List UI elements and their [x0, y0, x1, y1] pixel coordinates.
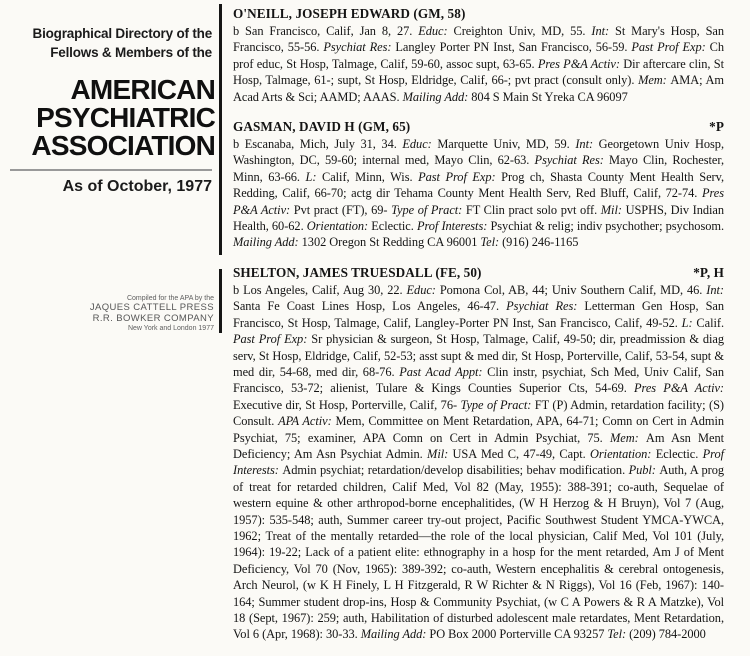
entry-flags: *P [709, 119, 724, 135]
sidebar-rule [10, 169, 212, 171]
imprint-line-3: R.R. BOWKER COMPANY [92, 312, 214, 324]
imprint-line-2: JAQUES CATTELL PRESS [89, 302, 214, 313]
entry-name: O'NEILL, JOSEPH EDWARD (GM, 58) [233, 6, 466, 21]
imprint-line-1: Compiled for the APA by the [126, 295, 214, 302]
entry-gasman [233, 119, 724, 251]
entry-header [233, 265, 724, 281]
tagline-line-1: Biographical Directory of the [32, 26, 212, 41]
entry-oneill [233, 6, 724, 105]
entry-body: b San Francisco, Calif, Jan 8, 27. Educ: Creighton Univ, MD, 55. Int: St Mary's Hosp, San Francisco, 55-56. Psychiat Res: Langley Porter PN Inst, San Francisco, 56-59. Past Prof Exp: Ch prof educ, St Hosp, Talmage, Calif, 59-60, assoc supt, 63-65. Pres P&A Activ: Dir aftercare clin, St Hosp, Talmage, 61-; supt, St Hosp, Eldridge, Calif, 66-; pvt pract (consult only). Mem: AMA; Am Acad Arts & Sci; AAMD; AAAS. Mailing Add: 804 S Main St Yreka CA 96097 [233, 24, 725, 104]
org-title-line-3: ASSOCIATION [31, 130, 215, 161]
publisher-imprint [0, 294, 214, 333]
entries-column [233, 6, 724, 656]
entry-body: b Escanaba, Mich, July 31, 34. Educ: Marquette Univ, MD, 59. Int: Georgetown Univ Hosp, Washington, DC, 59-60; internal med, Mayo Clin, 62-63. Psychiat Res: Mayo Clin, Rochester, Minn, 63-66. L: Calif, Minn, Wis. Past Prof Exp: Prog ch, Shasta County Ment Health Serv, Redding, Calif, 66-70; actg dir Tehama County Ment Health Serv, Red Bluff, Calif, 72-74. Pres P&A Activ: Pvt pract (FT), 69- Type of Pract: FT Clin pract solo pvt off. Mil: USPHS, Div Indian Health, 60-62. Orientation: Eclectic. Prof Interests: Psychiat & relig; indiv psychother; psychosom. Mailing Add: 1302 Oregon St Redding CA 96001 Tel: (916) 246-1165 [233, 137, 725, 250]
entry-name: GASMAN, DAVID H (GM, 65) [233, 119, 411, 135]
org-title-line-2: PSYCHIATRIC [36, 102, 215, 133]
as-of-date: As of October, 1977 [62, 178, 212, 195]
entry-shelton [233, 265, 724, 643]
entry-header [233, 6, 724, 22]
entry-flags: *P, H [693, 264, 724, 280]
column-divider-lower [219, 269, 222, 333]
organization-title [0, 76, 215, 160]
org-title-line-1: AMERICAN [70, 74, 215, 105]
entry-header [233, 119, 724, 135]
column-divider-upper [219, 4, 222, 255]
imprint-line-4: New York and London 1977 [127, 325, 214, 332]
sidebar [0, 0, 219, 656]
entry-name: SHELTON, JAMES TRUESDALL (FE, 50) [233, 264, 482, 280]
tagline-line-2: Fellows & Members of the [50, 45, 212, 60]
entry-body: b Los Angeles, Calif, Aug 30, 22. Educ: Pomona Col, AB, 44; Univ Southern Calif, MD, 46. Int: Santa Fe Coast Lines Hosp, Los Angeles, 46-47. Psychiat Res: Letterman Gen Hosp, San Francisco, St Hosp, Talmage, Calif, Langley-Porter PN Inst, San Francisco, Calif, 49-52. L: Calif. Past Prof Exp: Sr physician & surgeon, St Hosp, Talmage, Calif, 49-50; dir, preadmission & diag serv, St Hosp, Eldridge, Calif, 52-53; asst supt & med dir, St Hosp, Porterville, Calif, 53-54, supt & med dir, 54-68, med dir, 68-76. Past Acad Appt: Clin instr, psychiat, Sch Med, Univ Calif, San Francisco, 53-72; alienist, Tulare & Kings Counties Superior Cts, 54-69. Pres P&A Activ: Executive dir, St Hosp, Porterville, Calif, 76- Type of Pract: FT (P) Admin, retardation facility; (S) Consult. APA Activ: Mem, Committee on Ment Retardation, APA, 64-71; Comn on Cert in Admin Psychiat, 75; examiner, APA Comn on Cert in Admin Psychiat, 75. Mem: Am Asn Ment Deficiency; Am Asn Psychiat Admin. Mil: USA Med C, 47-49, Capt. Orientation: Eclectic. Prof Interests: Admin psychiat; retardation/develop disabilities; behav modification. Publ: Auth, A prog of treat for retarded children, Calif Med, Vol 82 (May, 1955): 388-391; co-auth, Sequelae of western equine & other arthropod-borne encephalitides, (W H Herzog & H Bruyn), Vol 7 (Aug, 1957): 535-548; auth, Summer career try-out project, Pacific Southwest Student YMCA-YWCA, 1962; Treat of the mentally retarded—the role of the local physician, Calif Med, Vol 101 (July, 1964): 19-22; Lack of a patient elite: ethnography in a hosp for the ment retarded, Am J of Ment Deficiency, Vol 70 (Nov, 1965): 389-392; co-auth, Western encephalitis & cerebral ontogenesis, Arch Neurol, (w K H Finely, L H Fitzgerald, R W Richter & N Riggs), Vol 16 (Feb, 1967): 140-164; Summer student drop-ins, Hosp & Community Psychiat, (w C A Powers & R A Matzke), Vol 18 (Sept, 1967): 259; auth, Habilitation of disturbed adolescent male retardates, Ment Retardation, Vol 6 (Apr, 1968): 30-33. Mailing Add: PO Box 2000 Porterville CA 93257 Tel: (209) 784-2000 [233, 282, 725, 642]
directory-tagline [0, 24, 212, 62]
